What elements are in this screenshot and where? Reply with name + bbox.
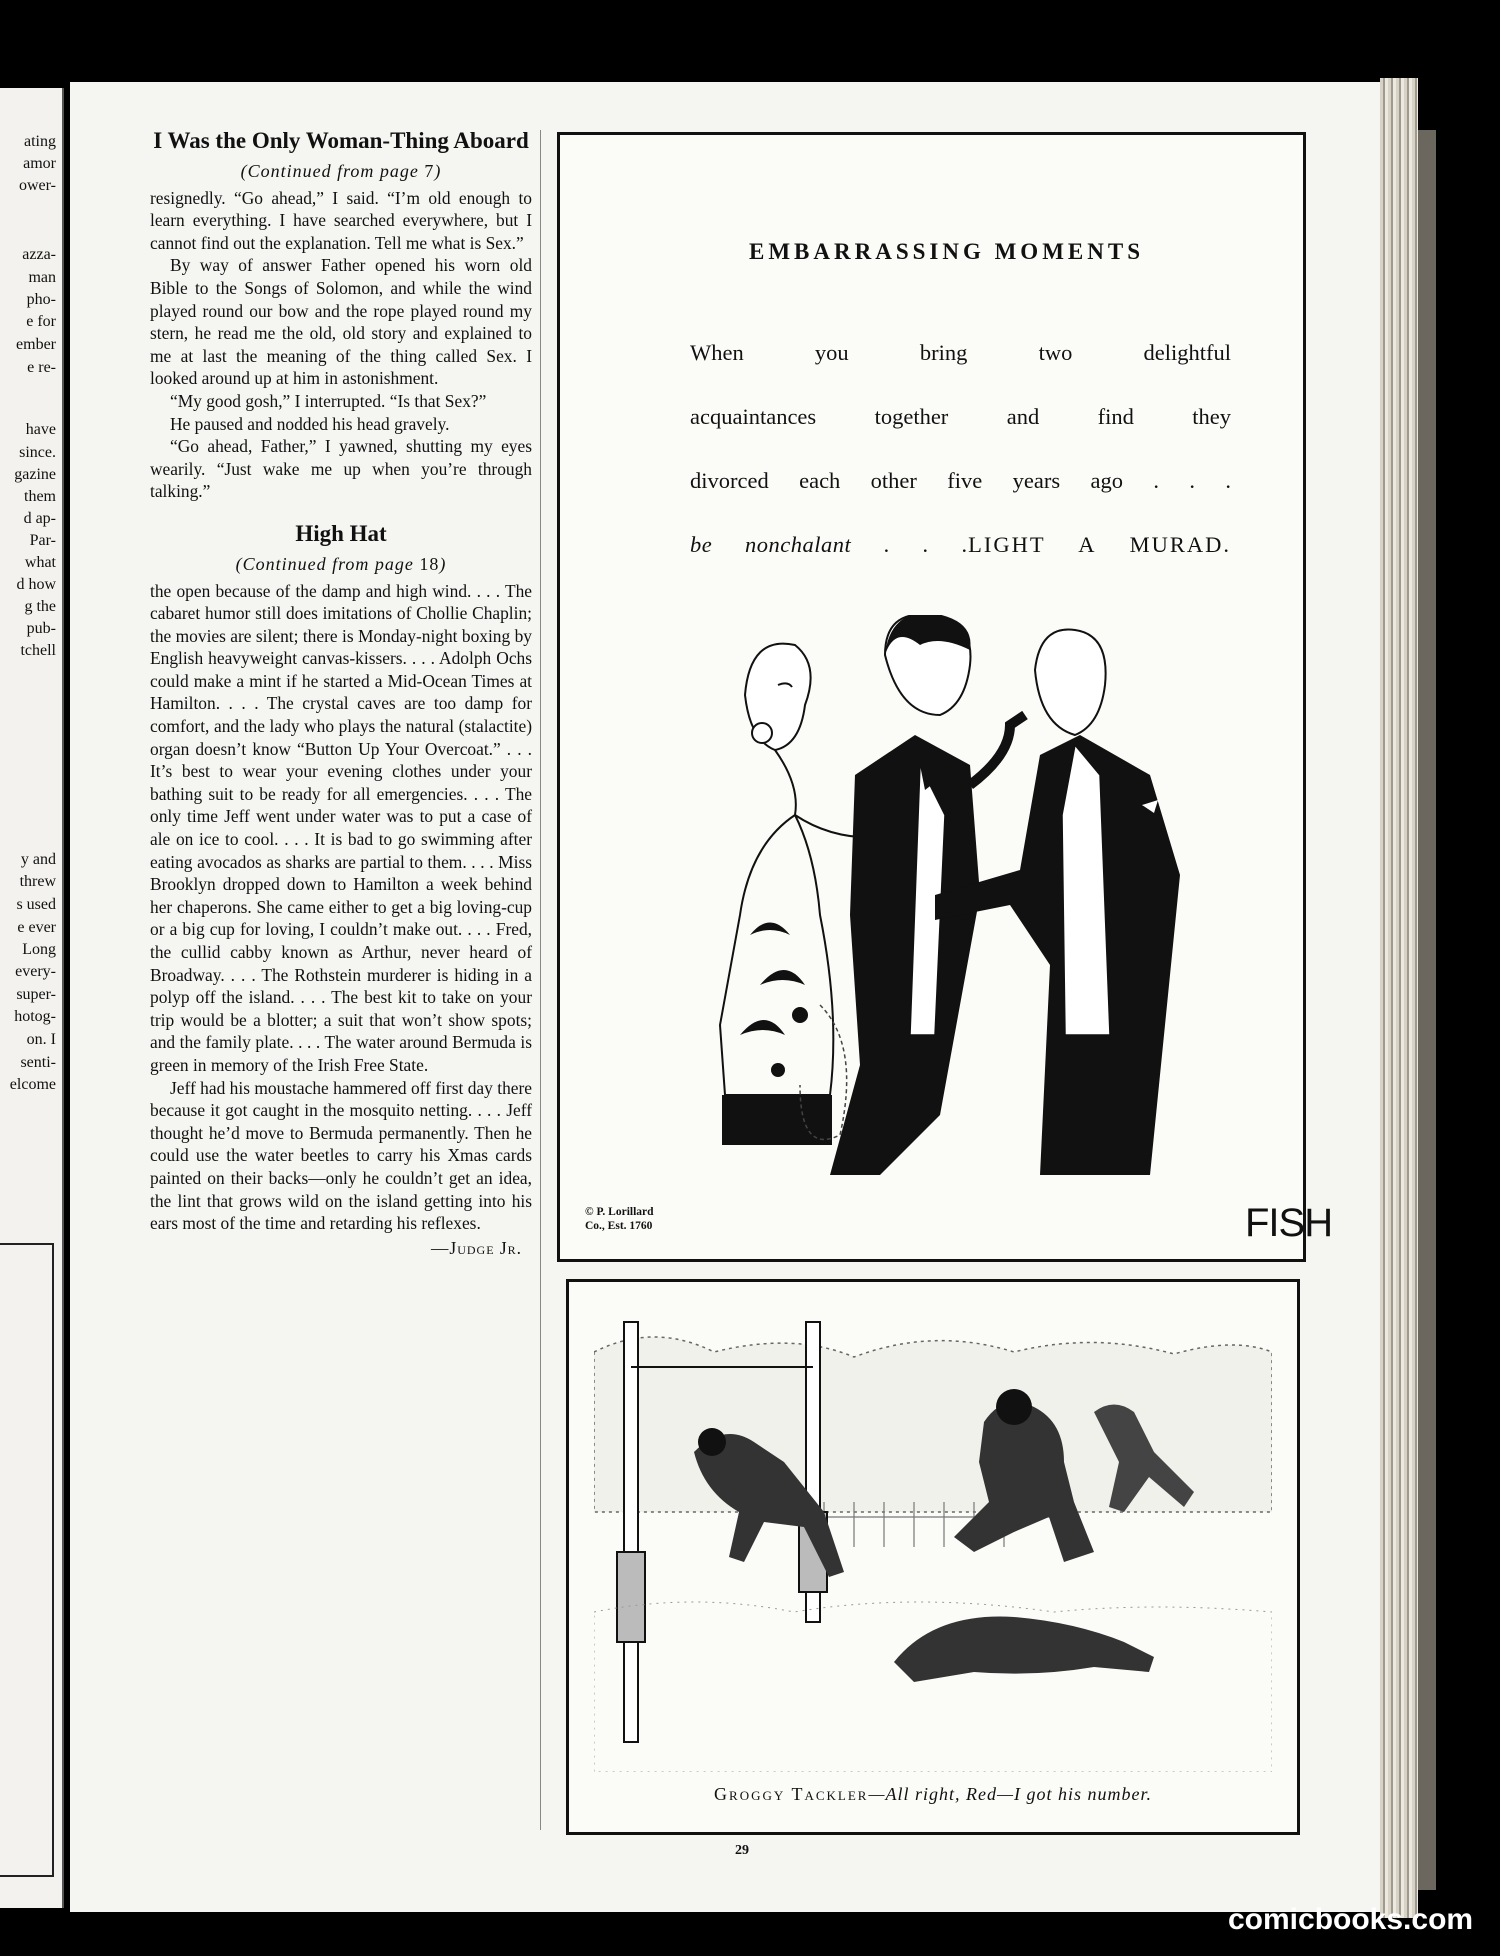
artist-signature: FISH [1245, 1201, 1333, 1245]
paragraph: Jeff had his moustache hammered off first day there because it got caught in the mosquito netting. . . . Jeff thought he’d move to Bermuda permanently. Then he could use the water beetles to carry his Xmas cards painted on their backs—only he couldn’t get an idea, the lint that grows wild on the island getting into his ears most of the time and retarding his reflexes. [150, 1077, 532, 1234]
previous-page-fragment: super- [16, 986, 56, 1003]
previous-page-fragment: them [24, 488, 56, 505]
previous-page-fragment: e for [26, 313, 56, 330]
previous-page-fragment: senti- [20, 1054, 56, 1071]
paragraph: “Go ahead, Father,” I yawned, shutting my eyes wearily. “Just wake me up when you’re through talking.” [150, 436, 532, 502]
previous-page-fragment: pho- [26, 291, 56, 308]
article-column [150, 128, 532, 1259]
dress-pattern [740, 923, 808, 1078]
paragraph: By way of answer Father opened his worn old Bible to the Songs of Solomon, and while the wind played round our bow and the rope played round my stern, he read me the old, old story and explained to me at last the meaning of the thing called Sex. I looked around up at him in astonishment. [150, 255, 532, 389]
article-headline-high-hat: High Hat [295, 520, 387, 546]
ad-title: EMBARRASSING MOMENTS [748, 239, 1144, 264]
ad-tagline-italic: be nonchalant . . . [690, 532, 969, 557]
previous-page-sliver [0, 88, 64, 1908]
murad-advertisement [557, 132, 1333, 1262]
previous-page-illustration-frame [0, 1243, 54, 1877]
previous-page-fragment: ember [16, 336, 56, 353]
byline-signature: —Judge Jr. [431, 1237, 522, 1258]
page-stack-edge [1380, 78, 1418, 1918]
paragraph: resignedly. “Go ahead,” I said. “I’m old enough to learn everything. I have searched everywhere, but I cannot find out the explanation. Tell me what is Sex.” [150, 187, 532, 253]
previous-page-fragment: Par- [29, 532, 56, 549]
ad-copyright: © P. Lorillard Co., Est. 1760 [585, 1206, 654, 1232]
previous-page-fragment: on. I [26, 1031, 56, 1048]
previous-page-fragment: every- [15, 963, 56, 980]
ad-copy-line: acquaintances together and find they [690, 404, 1231, 429]
ad-tagline [690, 513, 1231, 577]
right-man-figure [935, 630, 1180, 1176]
ad-copy [690, 321, 1231, 577]
previous-page-fragment: man [28, 269, 56, 286]
previous-page-fragment: Long [22, 941, 56, 958]
previous-page-fragment: d how [16, 576, 56, 593]
previous-page-fragment: g the [24, 598, 56, 615]
charging-player-head [996, 1389, 1032, 1425]
site-watermark: comicbooks.com [1228, 1903, 1474, 1936]
previous-page-fragment: s used [16, 896, 56, 913]
previous-page-fragment: what [24, 554, 56, 571]
paragraph: the open because of the damp and high wind. . . . The cabaret humor still does imitations of Chollie Chaplin; the movies are silent; there is Monday-night boxing by English heavyweight canvas-kissers. . . . Adolph Ochs could make a mint if he started a Mid-Ocean Times at Hamilton. . . . The crystal caves are too damp for comfort, and the lady who plays the natural (stalactite) organ doesn’t know “Button Up Your Overcoat.” . . . It’s best to wear your evening clothes under your bathing suit to be ready for all emergencies. . . . The only time Jeff went under water was to put a case of ale on ice to cool. . . . It is bad to go swimming after eating avocados as sharks are partial to them. . . . Miss Brooklyn dropped down to Hamilton a week behind her chaperons. She came either to get a big loving-cup or a big cup for loving, I couldn’t make out. . . . Fred, the cullid cabby known as Arthur, never heard of Broadway. . . . The Rothstein murderer is hiding in a polyp off the island. . . . The best kit to take on your trip would be a blotter; a suit that won’t show spots; and the family plate. . . . The water around Bermuda is green in memory of the Irish Free State. [150, 580, 532, 1075]
caption-speaker: Groggy Tackler [714, 1784, 869, 1804]
previous-page-fragment: hotog- [14, 1008, 56, 1025]
previous-page-fragment: e re- [27, 359, 56, 376]
previous-page-fragment: threw [19, 873, 56, 890]
previous-page-fragment: gazine [14, 466, 56, 483]
previous-page-fragment: pub- [26, 620, 56, 637]
continued-note: (Continued from page 7) [240, 161, 442, 181]
cartoon-illustration [594, 1312, 1272, 1772]
previous-page-fragment: azza- [22, 246, 56, 263]
ad-tagline-brand: LIGHT A MURAD. [968, 532, 1231, 557]
binding-shadow [1418, 130, 1436, 1890]
fallen-player [894, 1617, 1154, 1682]
previous-page-fragment: tchell [20, 642, 56, 659]
previous-page-fragment: elcome [9, 1076, 56, 1093]
article-headline-woman-thing: I Was the Only Woman-Thing Aboard [153, 128, 529, 153]
previous-page-fragment: have [25, 421, 56, 438]
previous-page-fragment: since. [19, 444, 56, 461]
cartoon-caption [569, 1784, 1297, 1805]
page-number: 29 [735, 1843, 749, 1858]
previous-page-fragment: d ap- [23, 510, 56, 527]
previous-page-fragment: ower- [19, 177, 56, 194]
grass [594, 1602, 1272, 1772]
paragraph: He paused and nodded his head gravely. [170, 413, 450, 434]
continued-note: (Continued from page 18) [235, 553, 447, 574]
paragraph: “My good gosh,” I interrupted. “Is that Sex?” [170, 390, 487, 411]
caption-text: —All right, Red—I got his number. [868, 1784, 1152, 1804]
previous-page-fragment: ating [24, 133, 56, 150]
previous-page-fragment: e ever [17, 919, 56, 936]
column-rule [540, 130, 541, 1830]
previous-page-fragment: y and [20, 851, 56, 868]
ad-copy-line: When you bring two delightful [690, 340, 1231, 365]
ad-copy-line: divorced each other five years ago . . . [690, 468, 1231, 493]
ad-illustration [680, 615, 1240, 1195]
previous-page-fragment: amor [23, 155, 56, 172]
football-cartoon [566, 1279, 1300, 1835]
falling-player-head [698, 1428, 726, 1456]
